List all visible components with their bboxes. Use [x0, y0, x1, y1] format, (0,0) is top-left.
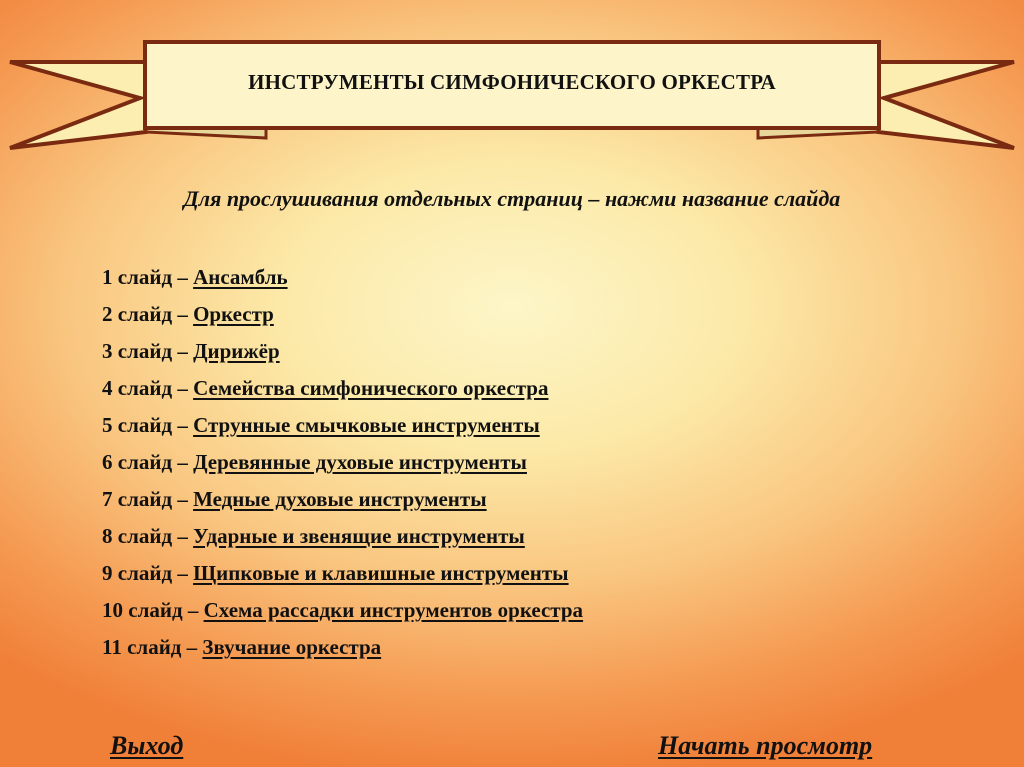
slide-link[interactable]: Ударные и звенящие инструменты [193, 524, 525, 548]
slide-link[interactable]: Деревянные духовые инструменты [193, 450, 527, 474]
slide-number-label: 8 слайд – [102, 524, 194, 548]
slide-list-item [102, 333, 583, 370]
slide-link[interactable]: Ансамбль [193, 265, 288, 289]
exit-link[interactable]: Выход [110, 731, 184, 760]
slide-number-label: 2 слайд – [102, 302, 194, 326]
slide-list-item [102, 370, 583, 407]
slide-number-label: 7 слайд – [102, 487, 194, 511]
slide-link[interactable]: Семейства симфонического оркестра [193, 376, 549, 400]
slide-list-item [102, 629, 583, 666]
slide-number-label: 11 слайд – [102, 635, 203, 659]
slide-list-item [102, 518, 583, 555]
slide-list-item [102, 592, 583, 629]
slide-number-label: 6 слайд – [102, 450, 194, 474]
slide-list-item [102, 407, 583, 444]
ribbon-left-tail [10, 62, 146, 148]
page-title: ИНСТРУМЕНТЫ СИМФОНИЧЕСКОГО ОРКЕСТРА [248, 70, 776, 94]
slide-link[interactable]: Медные духовые инструменты [193, 487, 487, 511]
slide-number-label: 1 слайд – [102, 265, 194, 289]
instruction-text: Для прослушивания отдельных страниц – нажми название слайда [183, 186, 841, 211]
slide-link[interactable]: Оркестр [193, 302, 274, 326]
ribbon-right-tail [878, 62, 1014, 148]
slide-link[interactable]: Щипковые и клавишные инструменты [193, 561, 569, 585]
slide-list-item [102, 481, 583, 518]
slide-link[interactable]: Звучание оркестра [202, 635, 382, 659]
slide-number-label: 9 слайд – [102, 561, 194, 585]
slide-list-item [102, 444, 583, 481]
slide-list-item [102, 296, 583, 333]
slide-number-label: 3 слайд – [102, 339, 194, 363]
slide-list-item [102, 555, 583, 592]
slide-link[interactable]: Схема рассадки инструментов оркестра [203, 598, 584, 622]
slide-number-label: 5 слайд – [102, 413, 194, 437]
slide-number-label: 4 слайд – [102, 376, 194, 400]
slide-link[interactable]: Струнные смычковые инструменты [193, 413, 540, 437]
slide-list [102, 259, 583, 666]
slide-number-label: 10 слайд – [102, 598, 204, 622]
slide-link[interactable]: Дирижёр [193, 339, 280, 363]
start-view-link[interactable]: Начать просмотр [658, 731, 873, 760]
slide-list-item [102, 259, 583, 296]
